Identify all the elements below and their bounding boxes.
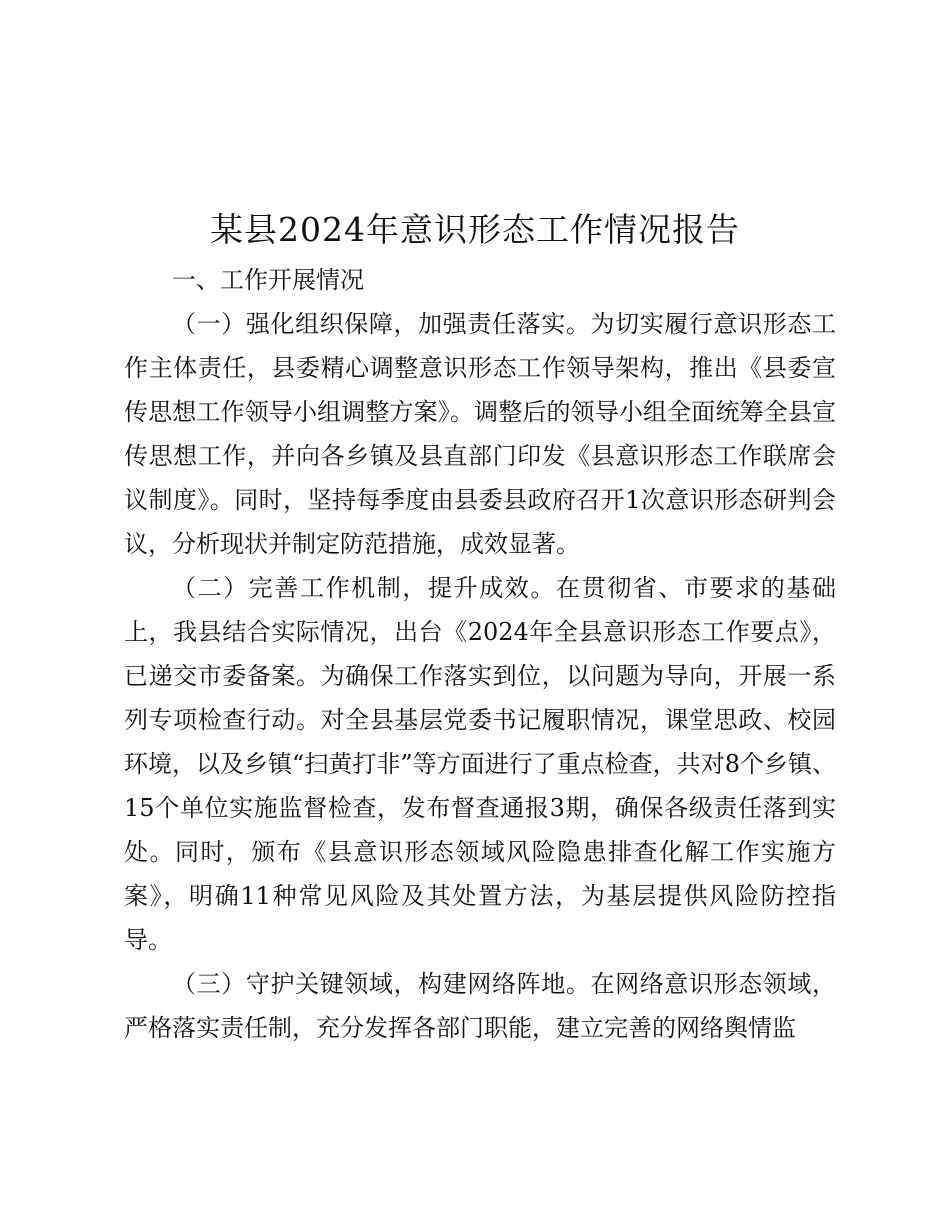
- document-body: [124, 258, 836, 1050]
- document-title: 某县2024年意识形态工作情况报告: [210, 210, 740, 249]
- paragraph-1: （一）强化组织保障，加强责任落实。为切实履行意识形态工作主体责任，县委精心调整意识形态工作领导架构，推出《县委宣传思想工作领导小组调整方案》。调整后的领导小组全面统筹全县宣传思想工作，并向各乡镇及县直部门印发《县意识形态工作联席会议制度》。同时，坚持每季度由县委县政府召开1次意识形态研判会议，分析现状并制定防范措施，成效显著。: [124, 310, 836, 558]
- paragraph-3: （三）守护关键领域，构建网络阵地。在网络意识形态领域，严格落实责任制，充分发挥各部门职能，建立完善的网络舆情监: [124, 970, 836, 1042]
- section-heading: 一、工作开展情况: [172, 266, 364, 294]
- paragraph-2: （二）完善工作机制，提升成效。在贯彻省、市要求的基础上，我县结合实际情况，出台《2024年全县意识形态工作要点》，已递交市委备案。为确保工作落实到位，以问题为导向，开展一系列专项检查行动。对全县基层党委书记履职情况，课堂思政、校园环境，以及乡镇“扫黄打非”等方面进行了重点检查，共对8个乡镇、15个单位实施监督检查，发布督查通报3期，确保各级责任落到实处。同时，颁布《县意识形态领域风险隐患排查化解工作实施方案》，明确11种常见风险及其处置方法，为基层提供风险防控指导。: [124, 574, 836, 954]
